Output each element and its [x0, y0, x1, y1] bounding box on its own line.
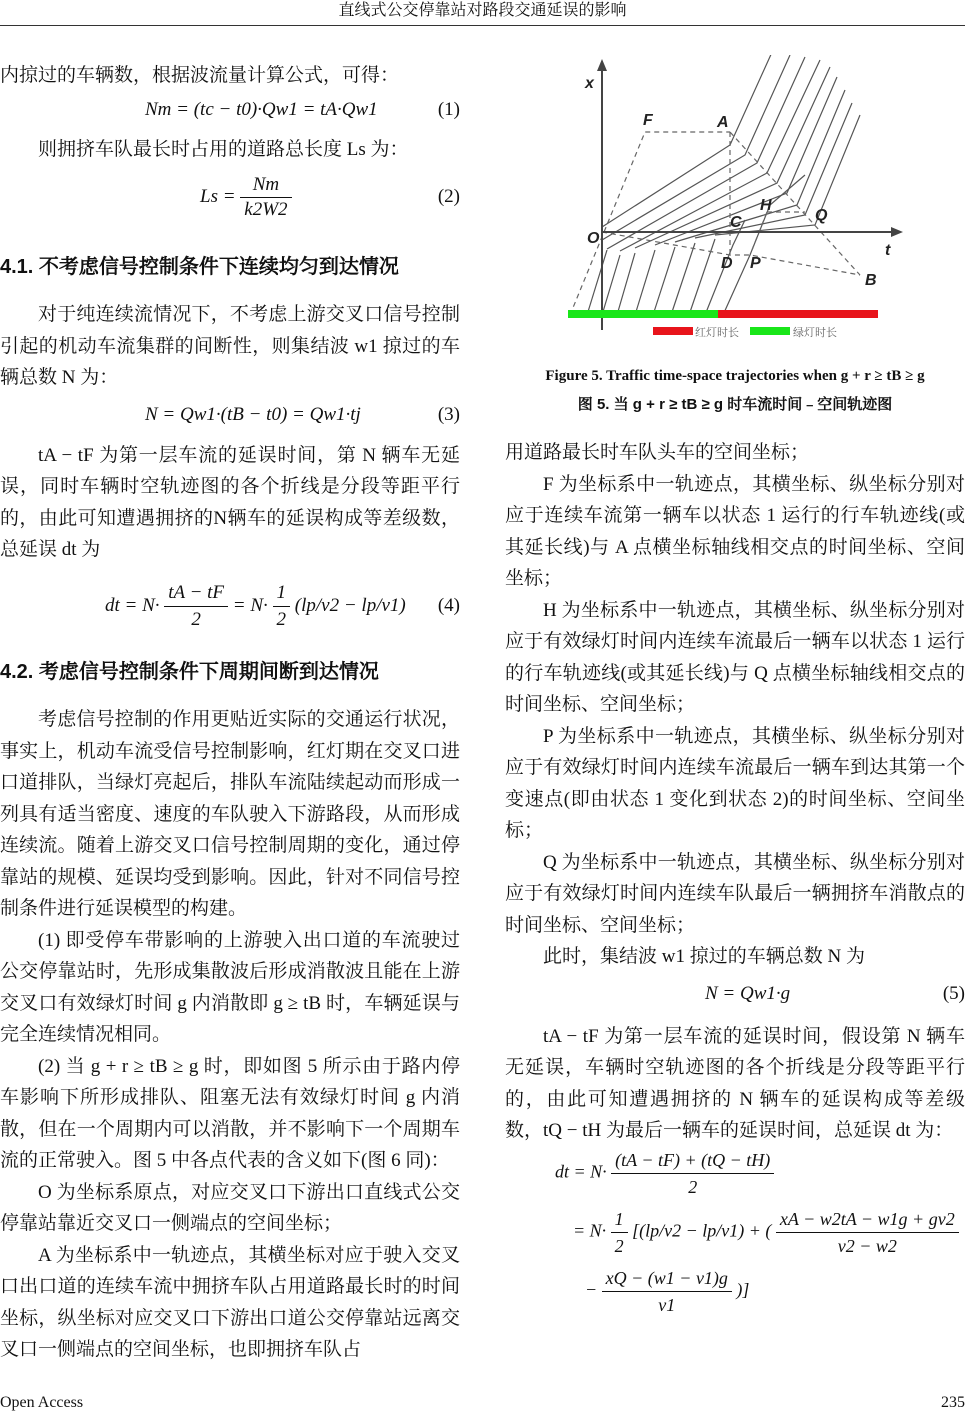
numerator: (tA − tF) + (tQ − tH): [611, 1147, 774, 1174]
figure-caption-zh: 图 5. 当 g + r ≥ tB ≥ g 时车流时间﹣空间轨迹图: [577, 396, 893, 413]
equation-4: [0, 566, 460, 646]
denominator: 2: [688, 1176, 698, 1197]
numerator: 1: [611, 1206, 628, 1233]
numerator: 1: [273, 580, 291, 607]
axis-label-x: x: [585, 75, 594, 92]
fraction: [611, 1147, 774, 1200]
fraction: [602, 1265, 732, 1318]
equation-6: [505, 1147, 965, 1318]
footer-page-number: 235: [941, 1394, 965, 1411]
paragraph: Q 为坐标系中一轨迹点，其横坐标、纵坐标分别对应于有效绿灯时间内连续车队最后一辆拥挤车消散点的时间坐标、空间坐标；: [505, 851, 965, 936]
point-label-Q: Q: [815, 207, 828, 224]
paragraph: 用道路最长时车队头车的空间坐标；: [505, 442, 810, 463]
minus: −: [585, 1279, 598, 1300]
paragraph: 此时，集结波 w1 掠过的车辆总数 N 为: [543, 946, 865, 967]
paragraph: tA − tF 为第一层车流的延误时间，第 N 辆车无延误，同时车辆时空轨迹图的各个折线是分段等距平行的，由此可知遭遇拥挤的N辆车的延误构成等差级数，总延误 dt 为: [0, 444, 460, 560]
denominator: v1: [658, 1294, 676, 1315]
numerator: Nm: [240, 173, 291, 198]
green-phase-bar: [568, 310, 718, 318]
equation-2: [0, 165, 460, 229]
equation-number: (1): [437, 98, 460, 120]
closing-brackets: )]: [736, 1279, 750, 1300]
section-heading: 4.2. 考虑信号控制条件下周期间断到达情况: [0, 661, 379, 683]
paragraph: (1) 即受停车带影响的上游驶入出口道的车流驶过公交停靠站时，先形成集散波后形成消散波且能在上游交叉口有效绿灯时间 g 内消散即 g ≥ tB 时，车辆延误与完全连续情况相同。: [0, 929, 460, 1045]
equals: = N·: [573, 1220, 607, 1241]
header-rule: [0, 25, 965, 26]
legend-red-label: 红灯时长: [695, 327, 739, 339]
point-label-C: C: [730, 214, 742, 231]
equation-number: (3): [437, 403, 460, 425]
paragraph: O 为坐标系原点，对应交叉口下游出口直线式公交停靠站靠近交叉口一侧端点的空间坐标；: [0, 1181, 460, 1234]
paragraph: A 为坐标系中一轨迹点，其横坐标对应于驶入交叉口出口道的连续车流中拥挤车队占用道路最长时的时间坐标，纵坐标对应交叉口下游出口道公交停靠站远离交叉口一侧端点的空间坐标，也即拥挤车队占: [0, 1244, 460, 1360]
paragraph: 对于纯连续流情况下，不考虑上游交叉口信号控制引起的机动车流集群的间断性，则集结波 w1 掠过的车辆总数 N 为：: [0, 304, 460, 388]
equation-line-2: [555, 1206, 965, 1259]
left-column: [0, 60, 460, 229]
denominator: 2: [614, 1235, 624, 1256]
paragraph: 考虑信号控制的作用更贴近实际的交通运行状况，事实上，机动车流受信号控制影响，红灯期在交叉口进口道排队，当绿灯亮起后，排队车流陆续起动而形成一列具有适当密度、速度的车队驶入下游路段，从而形成连续流。随着上游交叉口信号控制周期的变化，通过停靠站的规模、延误均受到影响。因此，针对不同信号控制条件进行延误模型的构建。: [0, 709, 460, 919]
point-label-F: F: [643, 112, 653, 129]
figure-caption-en: Figure 5. Traffic time-space trajectories when g + r ≥ tB ≥ g: [545, 368, 925, 384]
parenthetical: (lp/v2 − lp/v1): [294, 594, 406, 616]
running-header: 直线式公交停靠站对路段交通延误的影响: [338, 2, 627, 19]
equation-lhs: dt = N·: [105, 594, 160, 616]
point-label-H: H: [760, 197, 772, 214]
footer-journal: Open Access: [0, 1394, 84, 1411]
equation-3: [0, 394, 460, 436]
figure-5: [505, 55, 965, 414]
denominator: v2 − w2: [837, 1235, 897, 1256]
fraction: [164, 580, 228, 633]
paragraph: 则拥挤车队最长时占用的道路总长度 Ls 为：: [38, 138, 409, 160]
right-column: [505, 437, 965, 1318]
fraction: [273, 580, 291, 633]
equation-body: Nm = (tc − t0)·Qw1 = tA·Qw1: [145, 98, 378, 120]
paragraph: tA − tF 为第一层车流的延误时间，假设第 N 辆车无延误，车辆时空轨迹图的各个折线是分段等距平行的，由此可知遭遇拥挤的 N 辆车的延误构成等差级数，tQ − tH 为最后一辆车的延误时间，总延误 dt 为：: [505, 1025, 965, 1141]
paragraph: H 为坐标系中一轨迹点，其横坐标、纵坐标分别对应于有效绿灯时间内连续车流最后一辆车以状态 1 运行的行车轨迹线(或其延长线)与 Q 点横坐标轴线相交点的时间坐标、空间坐标；: [505, 599, 965, 715]
left-column-2: [0, 250, 460, 646]
equation-1: [0, 92, 460, 128]
fraction: [776, 1206, 959, 1259]
equation-number: (2): [437, 186, 460, 207]
equation-5: [505, 973, 965, 1015]
denominator: k2W2: [244, 199, 288, 221]
legend-green-swatch: [750, 327, 790, 335]
paragraph: 内掠过的车辆数，根据波流量计算公式，可得：: [0, 65, 400, 86]
bracket-term: [(lp/v2 − lp/v1) + (: [632, 1220, 772, 1241]
paragraph: P 为坐标系中一轨迹点，其横坐标、纵坐标分别对应于有效绿灯时间内连续车流最后一辆车到达其第一个变速点(即由状态 1 变化到状态 2)的时间坐标、空间坐标；: [505, 725, 965, 841]
x-axis-arrow: [597, 59, 607, 71]
point-label-P: P: [750, 255, 761, 272]
numerator: xA − w2tA − w1g + gv2: [776, 1206, 959, 1233]
denominator: 2: [191, 608, 201, 630]
fraction: [611, 1206, 628, 1259]
point-label-B: B: [865, 272, 877, 289]
equation-line-3: [555, 1265, 965, 1318]
equals: = N·: [232, 594, 268, 616]
numerator: tA − tF: [164, 580, 228, 607]
equation-lhs: Ls =: [200, 186, 236, 207]
denominator: 2: [276, 608, 287, 630]
red-phase-bar: [718, 310, 878, 318]
equation-lhs: dt = N·: [555, 1161, 607, 1182]
equation-body: N = Qw1·g: [705, 982, 791, 1004]
point-label-A: A: [717, 114, 729, 131]
paragraph: F 为坐标系中一轨迹点，其横坐标、纵坐标分别对应于连续车流第一辆车以状态 1 运行的行车轨迹线(或其延长线)与 A 点横坐标轴线相交点的时间坐标、空间坐标；: [505, 473, 965, 589]
numerator: xQ − (w1 − v1)g: [602, 1265, 732, 1292]
equation-number: (5): [942, 982, 965, 1004]
section-heading: 4.1. 不考虑信号控制条件下连续均匀到达情况: [0, 256, 399, 278]
fraction: [240, 173, 291, 222]
equation-body: N = Qw1·(tB − t0) = Qw1·tj: [145, 403, 361, 425]
equation-number: (4): [437, 594, 460, 616]
point-label-D: D: [721, 255, 733, 272]
equation-line-1: [555, 1147, 965, 1200]
legend-red-swatch: [653, 327, 693, 335]
trajectory-lines: [587, 55, 860, 315]
axis-label-t: t: [885, 242, 891, 259]
left-column-3: [0, 655, 460, 1366]
t-axis-arrow: [891, 227, 903, 237]
trajectory-diagram: [505, 55, 965, 355]
point-label-O: O: [587, 230, 600, 247]
paragraph: (2) 当 g + r ≥ tB ≥ g 时，即如图 5 所示由于路内停车影响下所形成排队、阻塞无法有效绿灯时间 g 内消散，但在一个周期内可以消散，并不影响下一个周期车流的正常驶入。图 5 中各点代表的含义如下(图 6 同)：: [0, 1055, 460, 1171]
legend-green-label: 绿灯时长: [793, 327, 837, 339]
